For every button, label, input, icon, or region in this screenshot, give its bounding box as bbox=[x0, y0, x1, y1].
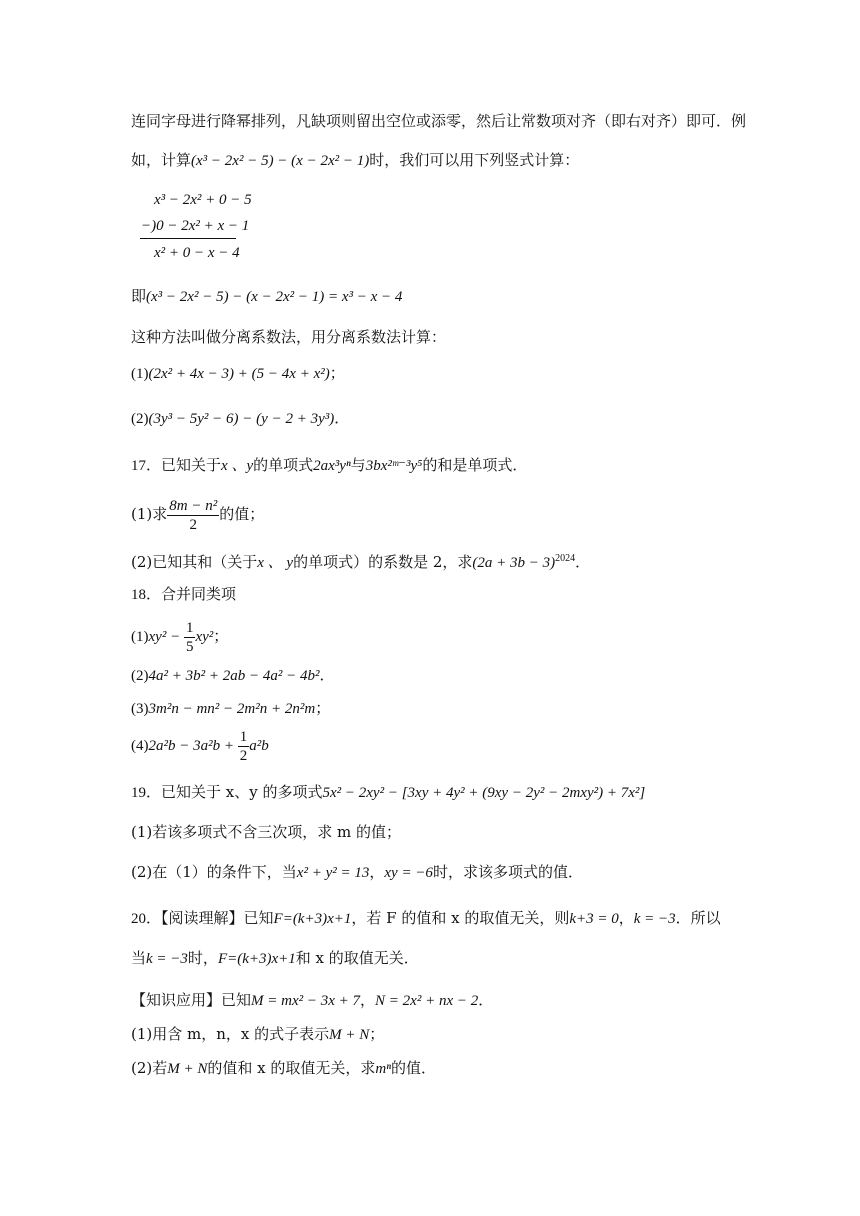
vertical-row-2: −)0 − 2x² + x − 1 bbox=[141, 218, 250, 234]
fraction-numerator: 1 bbox=[185, 619, 194, 636]
result-label: 即 bbox=[131, 287, 147, 305]
text: (2)已知其和（关于 bbox=[131, 553, 258, 571]
part-label: (3) bbox=[131, 701, 149, 717]
text: 合并同类项 bbox=[161, 585, 237, 603]
intro-line-2 bbox=[131, 149, 579, 172]
punct: ； bbox=[213, 627, 229, 645]
expression: M + N bbox=[167, 1061, 208, 1077]
intro-line-1 bbox=[131, 110, 746, 132]
text: 的值和 x 的取值无关，求 bbox=[207, 1059, 376, 1077]
question-18-stem bbox=[131, 583, 236, 606]
question-17-part-1 bbox=[131, 494, 264, 534]
text: 已知关于 x、y 的多项式 bbox=[161, 783, 323, 801]
punct: ． bbox=[478, 991, 494, 1009]
expression: (2a + 3b − 3) bbox=[472, 555, 556, 571]
expression: xy² bbox=[195, 629, 214, 645]
vertical-rule bbox=[140, 238, 236, 239]
text: (1)若该多项式不含三次项，求 m 的值； bbox=[131, 823, 402, 841]
expression: 2a²b − 3a²b + bbox=[148, 738, 238, 754]
intro-problem-1 bbox=[131, 362, 345, 385]
intro-text-1: 连同字母进行降幂排列，凡缺项则留出空位或添零，然后让常数项对齐（即右对齐）即可．例 bbox=[131, 112, 747, 130]
text: ，若 F 的值和 x 的取值无关，则 bbox=[351, 909, 570, 927]
exponent: 2024 bbox=[555, 553, 576, 564]
question-18-part-1 bbox=[131, 616, 228, 657]
question-20-line-1 bbox=[131, 907, 721, 930]
monomial-2: 3bx²ᵐ⁻³y⁵ bbox=[365, 458, 423, 474]
intro-text-2b: 时，我们可以用下列竖式计算： bbox=[369, 151, 580, 169]
condition: k = −3 bbox=[146, 951, 188, 967]
fraction bbox=[238, 728, 250, 765]
expression: F=(k+3)x+1 bbox=[273, 911, 352, 927]
result-expression: (x³ − 2x² − 5) − (x − 2x² − 1) = x³ − x − 4 bbox=[146, 289, 403, 305]
text: 和 x 的取值无关． bbox=[295, 949, 419, 967]
part-label: (2) bbox=[131, 668, 149, 684]
question-20-part-2 bbox=[131, 1057, 436, 1080]
text: ．所以 bbox=[675, 909, 721, 927]
text: 的值； bbox=[219, 505, 265, 523]
part-label: (1)求 bbox=[131, 505, 168, 523]
condition: k+3 = 0 bbox=[569, 911, 619, 927]
punct: ， bbox=[360, 991, 376, 1009]
text: 时， bbox=[187, 949, 218, 967]
expression: M + N bbox=[329, 1027, 370, 1043]
text: 的单项式 bbox=[253, 456, 314, 474]
punct: ； bbox=[315, 699, 331, 717]
condition: k = −3 bbox=[633, 911, 676, 927]
part-label: (1) bbox=[131, 629, 149, 645]
fraction-numerator: 1 bbox=[239, 728, 248, 745]
method-line bbox=[131, 326, 446, 348]
problem-label: (2) bbox=[131, 411, 149, 427]
polynomial-expression: 5x² − 2xy² − [3xy + 4y² + (9xy − 2y² − 2mxy²) + 7x²] bbox=[322, 785, 646, 801]
punct: ， bbox=[369, 863, 385, 881]
fraction-denominator: 2 bbox=[189, 516, 197, 533]
question-20-line-2 bbox=[131, 947, 419, 970]
text: 与 bbox=[350, 456, 366, 474]
question-19-part-1 bbox=[131, 821, 401, 843]
expression: 4a² + 3b² + 2ab − 4a² − 4b² bbox=[148, 668, 320, 684]
problem-expression: (3y³ − 5y² − 6) − (y − 2 + 3y³) bbox=[148, 411, 335, 427]
question-number: 19． bbox=[131, 785, 162, 801]
question-19-stem bbox=[131, 781, 645, 804]
result-line bbox=[131, 285, 402, 308]
vertical-row-3: x² + 0 − x − 4 bbox=[154, 245, 240, 261]
vertical-row-1: x³ − 2x² + 0 − 5 bbox=[154, 192, 252, 208]
condition-2: xy = −6 bbox=[384, 865, 433, 881]
punct: ； bbox=[329, 364, 345, 382]
variables: x 、 y bbox=[257, 555, 294, 571]
method-text: 这种方法叫做分离系数法，用分离系数法计算： bbox=[131, 328, 447, 346]
punct: ， bbox=[618, 909, 634, 927]
question-number: 20． bbox=[131, 911, 162, 927]
monomial-1: 2ax³yⁿ bbox=[313, 458, 351, 474]
m-expression: M = mx² − 3x + 7 bbox=[251, 993, 361, 1009]
question-number: 17． bbox=[131, 458, 162, 474]
power-expression: mⁿ bbox=[375, 1061, 391, 1077]
expression: F=(k+3)x+1 bbox=[217, 951, 296, 967]
question-20-application bbox=[131, 989, 493, 1012]
fraction-denominator: 5 bbox=[185, 638, 194, 655]
text: 的值． bbox=[390, 1059, 436, 1077]
text: 当 bbox=[131, 949, 147, 967]
question-20-part-1 bbox=[131, 1023, 384, 1046]
fraction bbox=[184, 619, 196, 656]
n-expression: N = 2x² + nx − 2 bbox=[375, 993, 479, 1009]
question-18-part-2 bbox=[131, 664, 335, 687]
part-label: (4) bbox=[131, 738, 149, 754]
punct: ． bbox=[319, 666, 335, 684]
fraction-numerator: 8m − n² bbox=[169, 497, 218, 514]
text: 【知识应用】已知 bbox=[131, 991, 252, 1009]
intro-problem-2 bbox=[131, 407, 349, 430]
text: 时，求该多项式的值． bbox=[432, 863, 583, 881]
question-19-part-2 bbox=[131, 861, 583, 884]
punct: ． bbox=[575, 553, 591, 571]
question-17-stem bbox=[131, 454, 527, 477]
text: 【阅读理解】已知 bbox=[161, 909, 274, 927]
question-18-part-4 bbox=[131, 725, 269, 766]
expression: a²b bbox=[249, 738, 269, 754]
text: 的和是单项式． bbox=[422, 456, 528, 474]
fraction bbox=[167, 497, 219, 534]
question-17-part-2 bbox=[131, 548, 590, 574]
condition-1: x² + y² = 13 bbox=[296, 865, 370, 881]
fraction-denominator: 2 bbox=[239, 747, 248, 764]
question-18-part-3 bbox=[131, 697, 330, 720]
text: 的单项式）的系数是 2，求 bbox=[293, 553, 473, 571]
text: (1)用含 m，n，x 的式子表示 bbox=[131, 1025, 330, 1043]
intro-expression: (x³ − 2x² − 5) − (x − 2x² − 1) bbox=[191, 153, 370, 169]
text: (2)在（1）的条件下，当 bbox=[131, 863, 297, 881]
punct: ． bbox=[334, 409, 350, 427]
text: 已知关于 bbox=[161, 456, 222, 474]
variables: x 、y bbox=[221, 458, 254, 474]
expression: xy² − bbox=[148, 629, 184, 645]
problem-label: (1) bbox=[131, 366, 149, 382]
expression: 3m²n − mn² − 2m²n + 2n²m bbox=[148, 701, 316, 717]
text: (2)若 bbox=[131, 1059, 168, 1077]
punct: ； bbox=[369, 1025, 385, 1043]
problem-expression: (2x² + 4x − 3) + (5 − 4x + x²) bbox=[148, 366, 330, 382]
question-number: 18． bbox=[131, 587, 162, 603]
intro-text-2a: 如，计算 bbox=[131, 151, 192, 169]
